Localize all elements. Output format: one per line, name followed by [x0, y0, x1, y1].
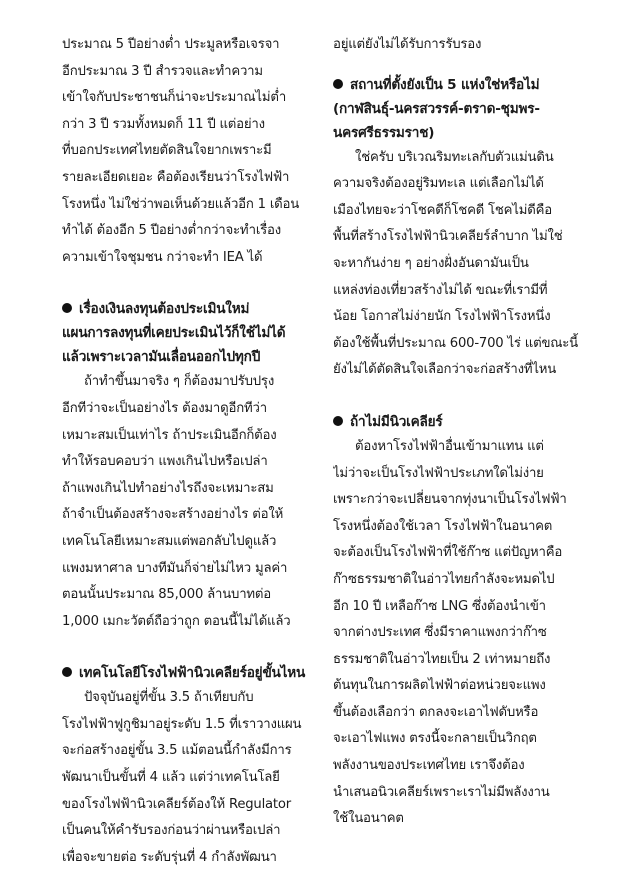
text-line: ธรรมชาติในอ่าวไทยเป็น 2 เท่าหมายถึง [333, 651, 551, 667]
heading-location [333, 73, 588, 145]
text-line: ทำให้รอบคอบว่า แพงเกินไปหรือเปล่า [62, 454, 268, 470]
heading-text: เทคโนโลยีโรงไฟฟ้านิวเคลียร์อยู่ขั้นไหน [79, 665, 306, 682]
text-line: จากต่างประเทศ ซึ่งมีราคาแพงกว่าก๊าซ [333, 625, 547, 641]
paragraph-no-nuclear [333, 434, 588, 833]
text-line: พื้นที่สร้างโรงไฟฟ้านิวเคลียร์ลำบาก ไม่ใช่ [333, 229, 563, 245]
heading-line: นครศรีธรรมราช) [333, 124, 435, 141]
text-line: ความจริงต้องอยู่ริมทะเล แต่เลือกไม่ได้ [333, 176, 544, 192]
text-line: ต้นทุนในการผลิตไฟฟ้าต่อหน่วยจะแพง [333, 678, 546, 694]
text-line: นำเสนอนิวเคลียร์เพราะเราไม่มีพลังงาน [333, 784, 550, 800]
text-line: อีกทีว่าจะเป็นอย่างไร ต้องมาดูอีกทีว่า [62, 400, 267, 416]
text-line: เทคโนโลยีเหมาะสมแต่พอกลับไปดูแล้ว [62, 533, 277, 549]
text-line: เหมาะสมเป็นเท่าไร ถ้าประเมินอีกก็ต้อง [62, 427, 277, 443]
text-line: ประมาณ 5 ปีอย่างต่ำ ประมูลหรือเจรจา [62, 37, 280, 52]
text-line: ไม่ว่าจะเป็นโรงไฟฟ้าประเภทใดไม่ง่าย [333, 465, 544, 481]
text-line: เพราะกว่าจะเปลี่ยนจากทุ่งนาเป็นโรงไฟฟ้า [333, 492, 567, 508]
text-line: จะก่อสร้างอยู่ขั้น 3.5 แม้ตอนนี้กำลังมีการ [62, 743, 292, 759]
text-line: เมืองไทยจะว่าโชคดีก็โชคดี โชคไม่ดีคือ [333, 202, 552, 218]
heading-line [62, 297, 317, 321]
heading-technology [62, 661, 317, 685]
text-line: แหล่งท่องเที่ยวสร้างไม่ได้ ขณะที่เรามีที่ [333, 282, 548, 298]
bullet-icon [333, 79, 343, 89]
text-line: อยู่แต่ยังไม่ได้รับการรับรอง [333, 37, 482, 52]
right-column [333, 32, 588, 833]
left-column [62, 32, 317, 871]
heading-text: เรื่องเงินลงทุนต้องประเมินใหม่ [79, 301, 250, 318]
text-line: ถ้าทำขึ้นมาจริง ๆ ก็ต้องมาปรับปรุง [84, 374, 275, 390]
heading-investment [62, 297, 317, 369]
text-line: เป็นคนให้คำรับรองก่อนว่าผ่านหรือเปล่า [62, 823, 281, 839]
heading-line [62, 661, 317, 685]
text-line: เพื่อจะขายต่อ ระดับรุ่นที่ 4 กำลังพัฒนา [62, 849, 277, 865]
text-line: ต้องใช้พื้นที่ประมาณ 600-700 ไร่ แต่ขณะนี้ [333, 335, 578, 351]
text-line: พัฒนาเป็นขั้นที่ 4 แล้ว แต่ว่าเทคโนโลยี [62, 770, 280, 786]
paragraph-location [333, 145, 588, 384]
text-line: ใช้ในอนาคต [333, 811, 404, 827]
text-line: กว่า 3 ปี รวมทั้งหมดก็ 11 ปี แต่อย่าง [62, 116, 265, 132]
text-line: แพงมหาศาล บางทีมันก็จ่ายไม่ไหว มูลค่า [62, 560, 288, 576]
spacer [62, 635, 317, 661]
heading-line: แล้วเพราะเวลามันเลื่อนออกไปทุกปี [62, 349, 261, 366]
text-line: ตอนนั้นประมาณ 85,000 ล้านบาทต่อ [62, 587, 271, 603]
text-line: เข้าใจกับประชาชนก็น่าจะประมาณไม่ต่ำ [62, 90, 287, 106]
paragraph-investment [62, 369, 317, 635]
text-line: ปัจจุบันอยู่ที่ขั้น 3.5 ถ้าเทียบกับ [84, 690, 254, 706]
bullet-icon [333, 416, 343, 426]
spacer [333, 59, 588, 73]
text-line: โรงไฟฟ้าฟูกูชิมาอยู่ระดับ 1.5 ที่เราวางแผน [62, 716, 302, 732]
text-line: ขึ้นต้องเลือกว่า ตกลงจะเอาไฟดับหรือ [333, 704, 539, 720]
spacer [333, 384, 588, 410]
heading-text: สถานที่ตั้งยังเป็น 5 แห่งใช่หรือไม่ [350, 76, 540, 93]
heading-line [333, 410, 588, 434]
text-line: จะหากันง่าย ๆ อย่างฝั่งอันดามันเป็น [333, 255, 529, 271]
text-line: ที่บอกประเทศไทยตัดสินใจยากเพราะมี [62, 143, 272, 159]
text-line: ถ้าแพงเกินไปทำอย่างไรถึงจะเหมาะสม [62, 480, 274, 496]
bullet-icon [62, 303, 72, 313]
text-line: จะเอาไฟแพง ตรงนี้จะกลายเป็นวิกฤต [333, 731, 537, 747]
text-line: ต้องหาโรงไฟฟ้าอื่นเข้ามาแทน แต่ [355, 438, 544, 454]
heading-no-nuclear [333, 410, 588, 434]
text-line: ยังไม่ได้ตัดสินใจเลือกว่าจะก่อสร้างที่ไหน [333, 362, 557, 378]
bullet-icon [62, 667, 72, 677]
paragraph-technology [62, 685, 317, 871]
text-line: ก๊าซธรรมชาติในอ่าวไทยกำลังจะหมดไป [333, 571, 555, 587]
heading-line: (กาฬสินธุ์-นครสวรรค์-ตราด-ชุมพร- [333, 100, 540, 117]
text-line: โรงหนึ่งต้องใช้เวลา โรงไฟฟ้าในอนาคต [333, 518, 553, 534]
text-line: 1,000 เมกะวัตต์ถือว่าถูก ตอนนี้ไม่ได้แล้ว [62, 613, 291, 629]
heading-line: แผนการลงทุนที่เคยประเมินไว้ก็ใช้ไม่ได้ [62, 325, 286, 342]
paragraph-timeline [62, 32, 317, 271]
text-line: ใช่ครับ บริเวณริมทะเลกับตัวแม่นดิน [355, 149, 554, 165]
heading-line [333, 73, 588, 97]
text-line: อีกประมาณ 3 ปี สำรวจและทำความ [62, 63, 263, 79]
text-line: อีก 10 ปี เหลือก๊าซ LNG ซึ่งต้องนำเข้า [333, 598, 546, 614]
text-line: ทำได้ ต้องอีก 5 ปีอย่างต่ำกว่าจะทำเรื่อง [62, 223, 281, 239]
text-line: โรงหนึ่ง ไม่ใช่ว่าพอเห็นด้วยแล้วอีก 1 เดือน [62, 196, 300, 212]
spacer [62, 271, 317, 297]
paragraph-continuation [333, 32, 588, 59]
heading-text: ถ้าไม่มีนิวเคลียร์ [350, 413, 443, 430]
text-line: ถ้าจำเป็นต้องสร้างจะสร้างอย่างไร ต่อให้ [62, 507, 284, 523]
text-line: รายละเอียดเยอะ คือต้องเรียนว่าโรงไฟฟ้า [62, 169, 290, 185]
text-line: พลังงานของประเทศไทย เราจึงต้อง [333, 758, 525, 774]
text-line: น้อย โอกาสไม่ง่ายนัก โรงไฟฟ้าโรงหนึ่ง [333, 309, 551, 325]
text-line: ของโรงไฟฟ้านิวเคลียร์ต้องให้ Regulator [62, 796, 291, 812]
text-line: ความเข้าใจชุมชน กว่าจะทำ IEA ได้ [62, 249, 263, 265]
text-line: จะต้องเป็นโรงไฟฟ้าที่ใช้ก๊าซ แต่ปัญหาคือ [333, 545, 563, 561]
